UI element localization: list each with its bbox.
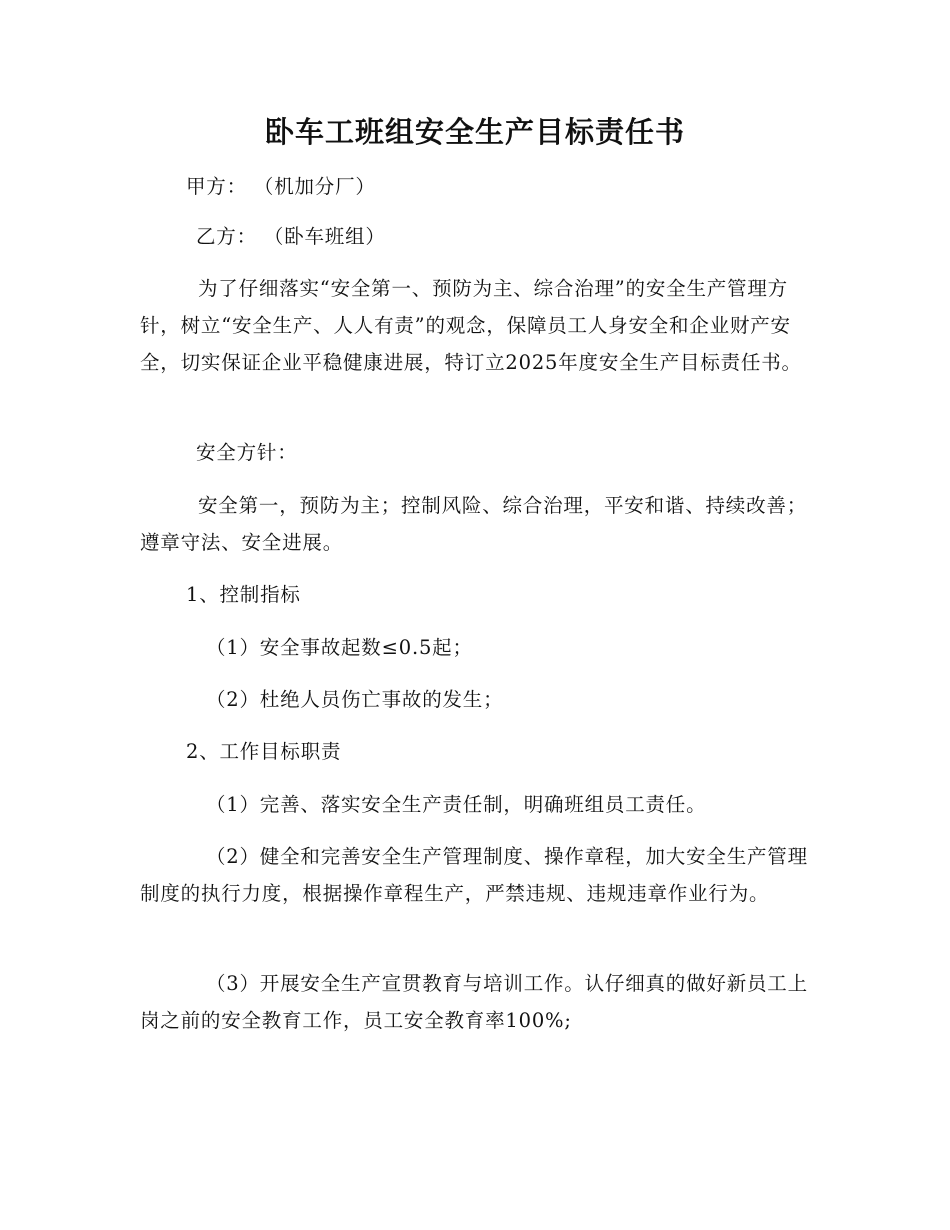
section-1-heading: 1、控制指标: [186, 583, 301, 606]
section-2-heading: 2、工作目标职责: [186, 740, 342, 763]
party-a: 甲方： （机加分厂）: [186, 175, 376, 198]
intro-paragraph: 为了仔细落实“安全第一、预防为主、综合治理”的安全生产管理方针，树立“安全生产、人人有责”的观念，保障员工人身安全和企业财产安全，切实保证企业平稳健康进展，特订立2025年度安全生产目标责任书。: [140, 277, 802, 374]
policy-text: 安全第一，预防为主；控制风险、综合治理，平安和谐、持续改善；遵章守法、安全进展。: [140, 494, 808, 554]
section-2-item: （1）完善、落实安全生产责任制，明确班组员工责任。: [206, 793, 707, 816]
party-b: 乙方： （卧车班组）: [196, 225, 386, 248]
section-2-item: （2）健全和完善安全生产管理制度、操作章程，加大安全生产管理制度的执行力度，根据操作章程生产，严禁违规、违规违章作业行为。: [140, 845, 808, 905]
section-1-item: （1）安全事故起数≤0.5起；: [206, 636, 473, 659]
section-1-item: （2）杜绝人员伤亡事故的发生；: [206, 688, 504, 711]
document-title: 卧车工班组安全生产目标责任书: [264, 115, 685, 149]
policy-heading: 安全方针：: [196, 441, 298, 464]
section-2-item: （3）开展安全生产宣贯教育与培训工作。认仔细真的做好新员工上岗之前的安全教育工作，员工安全教育率100%;: [140, 972, 808, 1032]
